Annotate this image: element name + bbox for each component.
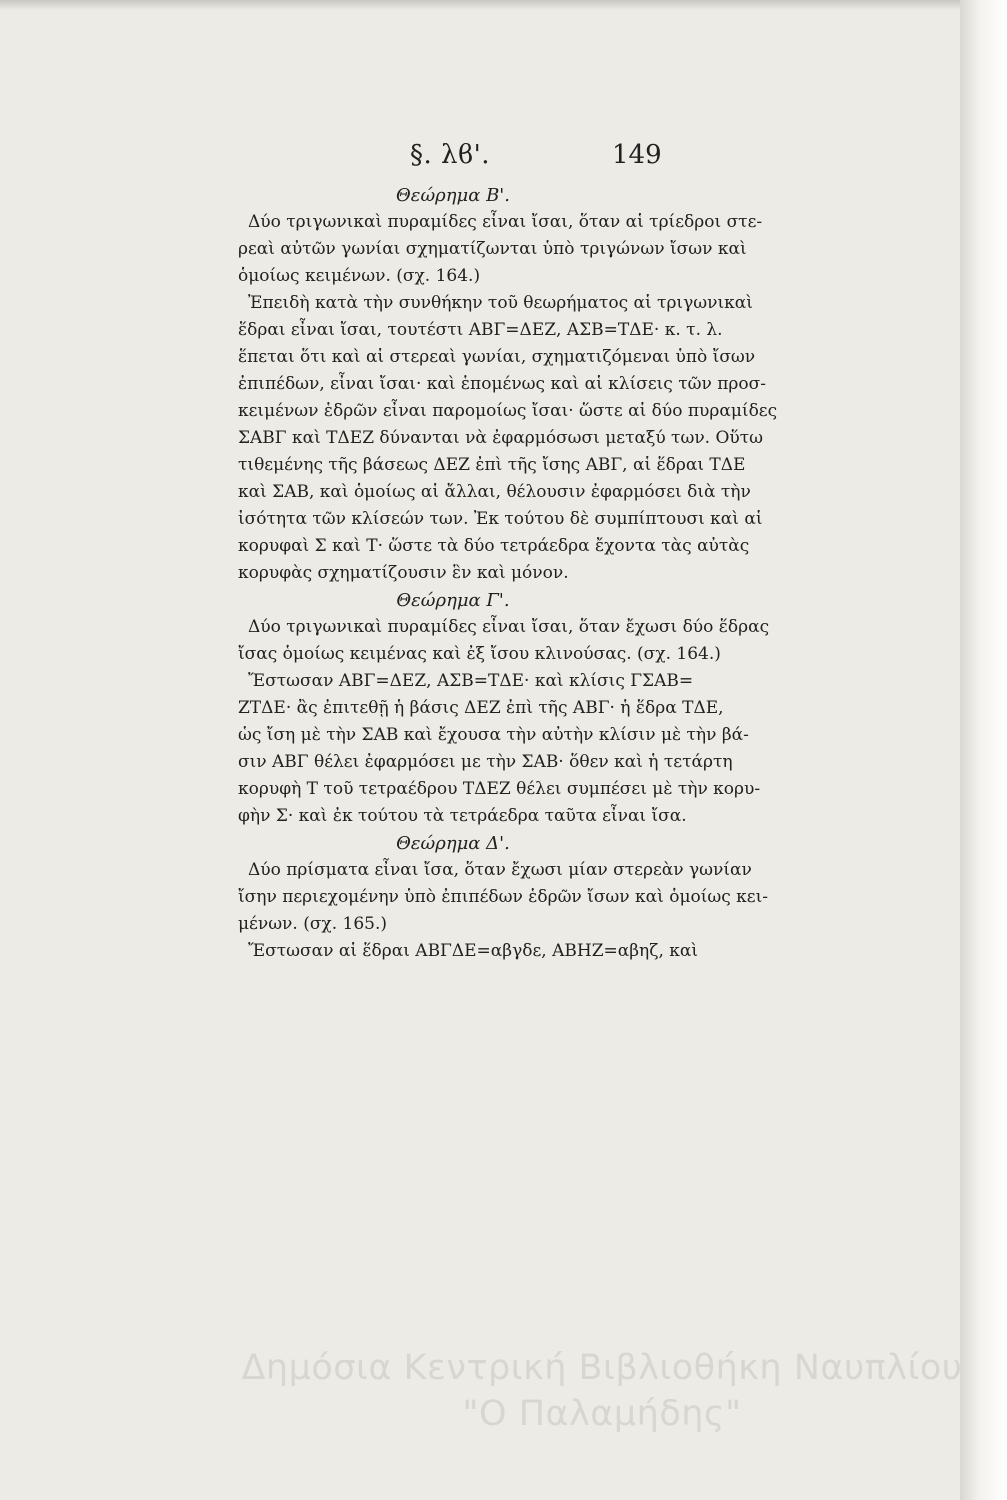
text-line: ἐπιπέδων, εἶναι ἴσαι· καὶ ἑπομένως καὶ αἱ κλίσεις τῶν προσ- — [238, 374, 766, 394]
text-line: κορυφὴ Τ τοῦ τετραέδρου ΤΔΕΖ θέλει συμπέσει μὲ τὴν κορυ- — [238, 779, 761, 799]
text-line: κορυφαὶ Σ καὶ Τ· ὥστε τὰ δύο τετράεδρα ἔχοντα τὰς αὐτὰς — [238, 536, 750, 556]
text-line: ἴσας ὁμοίως κειμένας καὶ ἐξ ἴσου κλινούσας. (σχ. 164.) — [238, 644, 721, 664]
section-mark: §. λϐ'. — [410, 140, 491, 170]
paragraph — [238, 209, 763, 290]
library-watermark — [232, 1345, 972, 1437]
paragraph — [238, 668, 761, 830]
theorem-heading: Θεώρημα Δ'. — [396, 833, 510, 854]
text-line: σιν ΑΒΓ θέλει ἐφαρμόσει με τὴν ΣΑΒ· ὅθεν καὶ ἡ τετάρτη — [238, 752, 733, 772]
text-line: κορυφὰς σχηματίζουσιν ἓν καὶ μόνον. — [238, 563, 569, 583]
watermark-line-1: Δημόσια Κεντρική Βιβλιοθήκη Ναυπλίου — [241, 1348, 963, 1388]
text-line: καὶ ΣΑΒ, καὶ ὁμοίως αἱ ἄλλαι, θέλουσιν ἐφαρμόσει διὰ τὴν — [238, 482, 751, 502]
text-line: ἴσην περιεχομένην ὑπὸ ἐπιπέδων ἑδρῶν ἴσων καὶ ὁμοίως κει- — [238, 887, 769, 907]
text-line: Ἐπειδὴ κατὰ τὴν συνθήκην τοῦ θεωρήματος αἱ τριγωνικαὶ — [248, 293, 753, 313]
text-line: Ἔστωσαν αἱ ἕδραι ΑΒΓΔΕ=αβγδε, ΑΒΗΖ=αβηζ, καὶ — [248, 941, 699, 961]
text-line: ὁμοίως κειμένων. (σχ. 164.) — [238, 266, 481, 286]
body-text — [238, 182, 778, 965]
text-line: ρεαὶ αὐτῶν γωνίαι σχηματίζωνται ὑπὸ τριγώνων ἴσων καὶ — [238, 239, 747, 259]
text-line: φὴν Σ· καὶ ἐκ τούτου τὰ τετράεδρα ταῦτα εἶναι ἴσα. — [238, 806, 687, 826]
page-header — [0, 140, 960, 180]
text-line: ἕδραι εἶναι ἴσαι, τουτέστι ΑΒΓ=ΔΕΖ, ΑΣΒ=ΤΔΕ· κ. τ. λ. — [238, 320, 723, 340]
text-line: ΣΑΒΓ καὶ ΤΔΕΖ δύνανται νὰ ἐφαρμόσωσι μεταξύ των. Οὕτω — [238, 428, 764, 448]
page-edge-right — [960, 0, 1007, 1500]
text-line: Δύο πρίσματα εἶναι ἴσα, ὅταν ἔχωσι μίαν στερεὰν γωνίαν — [248, 860, 752, 880]
text-line: τιθεμένης τῆς βάσεως ΔΕΖ ἐπὶ τῆς ἴσης ΑΒΓ, αἱ ἕδραι ΤΔΕ — [238, 455, 746, 475]
page-number: 149 — [612, 140, 662, 170]
text-line: ὡς ἴση μὲ τὴν ΣΑΒ καὶ ἔχουσα τὴν αὐτὴν κλίσιν μὲ τὴν βά- — [238, 725, 749, 745]
paragraph — [238, 290, 778, 587]
watermark-line-2: "Ο Παλαμήδης" — [462, 1394, 742, 1434]
text-line: Δύο τριγωνικαὶ πυραμίδες εἶναι ἴσαι, ὅταν ἔχωσι δύο ἕδρας — [248, 617, 770, 637]
text-line: ΖΤΔΕ· ἂς ἐπιτεθῇ ἡ βάσις ΔΕΖ ἐπὶ τῆς ΑΒΓ· ἡ ἕδρα ΤΔΕ, — [238, 698, 724, 718]
paragraph — [238, 938, 699, 965]
text-line: Ἔστωσαν ΑΒΓ=ΔΕΖ, ΑΣΒ=ΤΔΕ· καὶ κλίσις ΓΣΑΒ= — [248, 671, 694, 691]
text-line: κειμένων ἑδρῶν εἶναι παρομοίως ἴσαι· ὥστε αἱ δύο πυραμίδες — [238, 401, 778, 421]
text-line: μένων. (σχ. 165.) — [238, 914, 388, 934]
text-line: ἰσότητα τῶν κλίσεών των. Ἐκ τούτου δὲ συμπίπτουσι καὶ αἱ — [238, 509, 763, 529]
paragraph — [238, 614, 770, 668]
text-line: Δύο τριγωνικαὶ πυραμίδες εἶναι ἴσαι, ὅταν αἱ τρίεδροι στε- — [248, 212, 763, 232]
theorem-heading: Θεώρημα Β'. — [396, 185, 510, 206]
text-line: ἕπεται ὅτι καὶ αἱ στερεαὶ γωνίαι, σχηματιζόμεναι ὑπὸ ἴσων — [238, 347, 756, 367]
theorem-heading: Θεώρημα Γ'. — [396, 590, 510, 611]
paragraph — [238, 857, 769, 938]
page-edge-top — [0, 0, 960, 10]
